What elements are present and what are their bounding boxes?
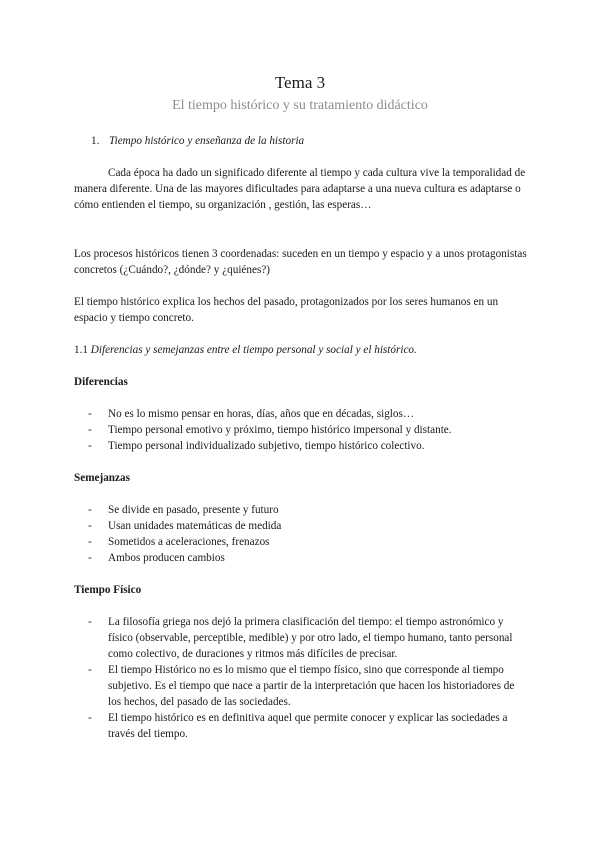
- tiempo-fisico-heading: Tiempo Físico: [74, 584, 142, 596]
- bullet: -: [88, 504, 92, 516]
- paragraph-1: Cada época ha dado un significado diferente al tiempo y cada cultura vive la temporalidad de manera diferente. Una de las mayores dificultades para adaptarse a una nueva cultura es adaptarse o cómo entienden el tiempo, su organización , gestión, las esperas…: [74, 167, 526, 211]
- page-subtitle: El tiempo histórico y su tratamiento didáctico: [172, 98, 428, 113]
- list-item: [88, 406, 528, 422]
- bullet: -: [88, 408, 92, 420]
- list-item: [88, 710, 528, 742]
- bullet: -: [88, 440, 92, 452]
- list-item: [88, 502, 528, 518]
- list-item-text: El tiempo Histórico no es lo mismo que el tiempo físico, sino que corresponde al tiempo subjetivo. Es el tiempo que nace a partir de la interpretación que hacen los historiadores de los hechos, del pasado de las sociedades.: [108, 664, 515, 708]
- list-item-text: La filosofía griega nos dejó la primera clasificación del tiempo: el tiempo astronómico y físico (observable, perceptible, medible) y por otro lado, el tiempo humano, tanto personal como colectivo, de duraciones y ritmos más difíciles de precisar.: [108, 616, 513, 660]
- paragraph-2: Los procesos históricos tienen 3 coordenadas: suceden en un tiempo y espacio y a unos protagonistas concretos (¿Cuándo?, ¿dónde? y ¿quiénes?): [74, 248, 527, 276]
- list-item: [88, 518, 528, 534]
- bullet: -: [88, 712, 92, 724]
- section-title: Tiempo histórico y enseñanza de la historia: [109, 135, 305, 147]
- tiempo-fisico-list: [88, 614, 528, 742]
- semejanzas-heading: Semejanzas: [74, 472, 130, 484]
- section-heading: [91, 133, 546, 149]
- list-item-text: Ambos producen cambios: [108, 552, 225, 564]
- bullet: -: [88, 520, 92, 532]
- page-title: Tema 3: [274, 73, 326, 92]
- list-item: [88, 662, 528, 710]
- list-item-text: Usan unidades matemáticas de medida: [108, 520, 282, 532]
- list-item-text: Sometidos a aceleraciones, frenazos: [108, 536, 270, 548]
- diferencias-list: [88, 406, 528, 454]
- bullet: -: [88, 552, 92, 564]
- subsection-heading: [74, 342, 529, 358]
- bullet: -: [88, 616, 92, 628]
- paragraph-3: El tiempo histórico explica los hechos del pasado, protagonizados por los seres humanos en un espacio y tiempo concreto.: [74, 296, 499, 324]
- subsection-title: Diferencias y semejanzas entre el tiempo personal y social y el histórico.: [90, 344, 417, 356]
- list-item: [88, 438, 528, 454]
- section-number: 1.: [91, 135, 100, 147]
- diferencias-heading: Diferencias: [74, 376, 128, 388]
- list-item: [88, 614, 528, 662]
- list-item: [88, 534, 528, 550]
- bullet: -: [88, 424, 92, 436]
- subsection-number: 1.1: [74, 344, 88, 356]
- bullet: -: [88, 536, 92, 548]
- list-item-text: Se divide en pasado, presente y futuro: [108, 504, 279, 516]
- list-item-text: No es lo mismo pensar en horas, días, años que en décadas, siglos…: [108, 408, 415, 420]
- list-item-text: Tiempo personal individualizado subjetivo, tiempo histórico colectivo.: [108, 440, 425, 452]
- list-item: [88, 550, 528, 566]
- list-item-text: Tiempo personal emotivo y próximo, tiempo histórico impersonal y distante.: [108, 424, 452, 436]
- bullet: -: [88, 664, 92, 676]
- list-item: [88, 422, 528, 438]
- list-item-text: El tiempo histórico es en definitiva aquel que permite conocer y explicar las sociedades a través del tiempo.: [108, 712, 508, 740]
- semejanzas-list: [88, 502, 528, 566]
